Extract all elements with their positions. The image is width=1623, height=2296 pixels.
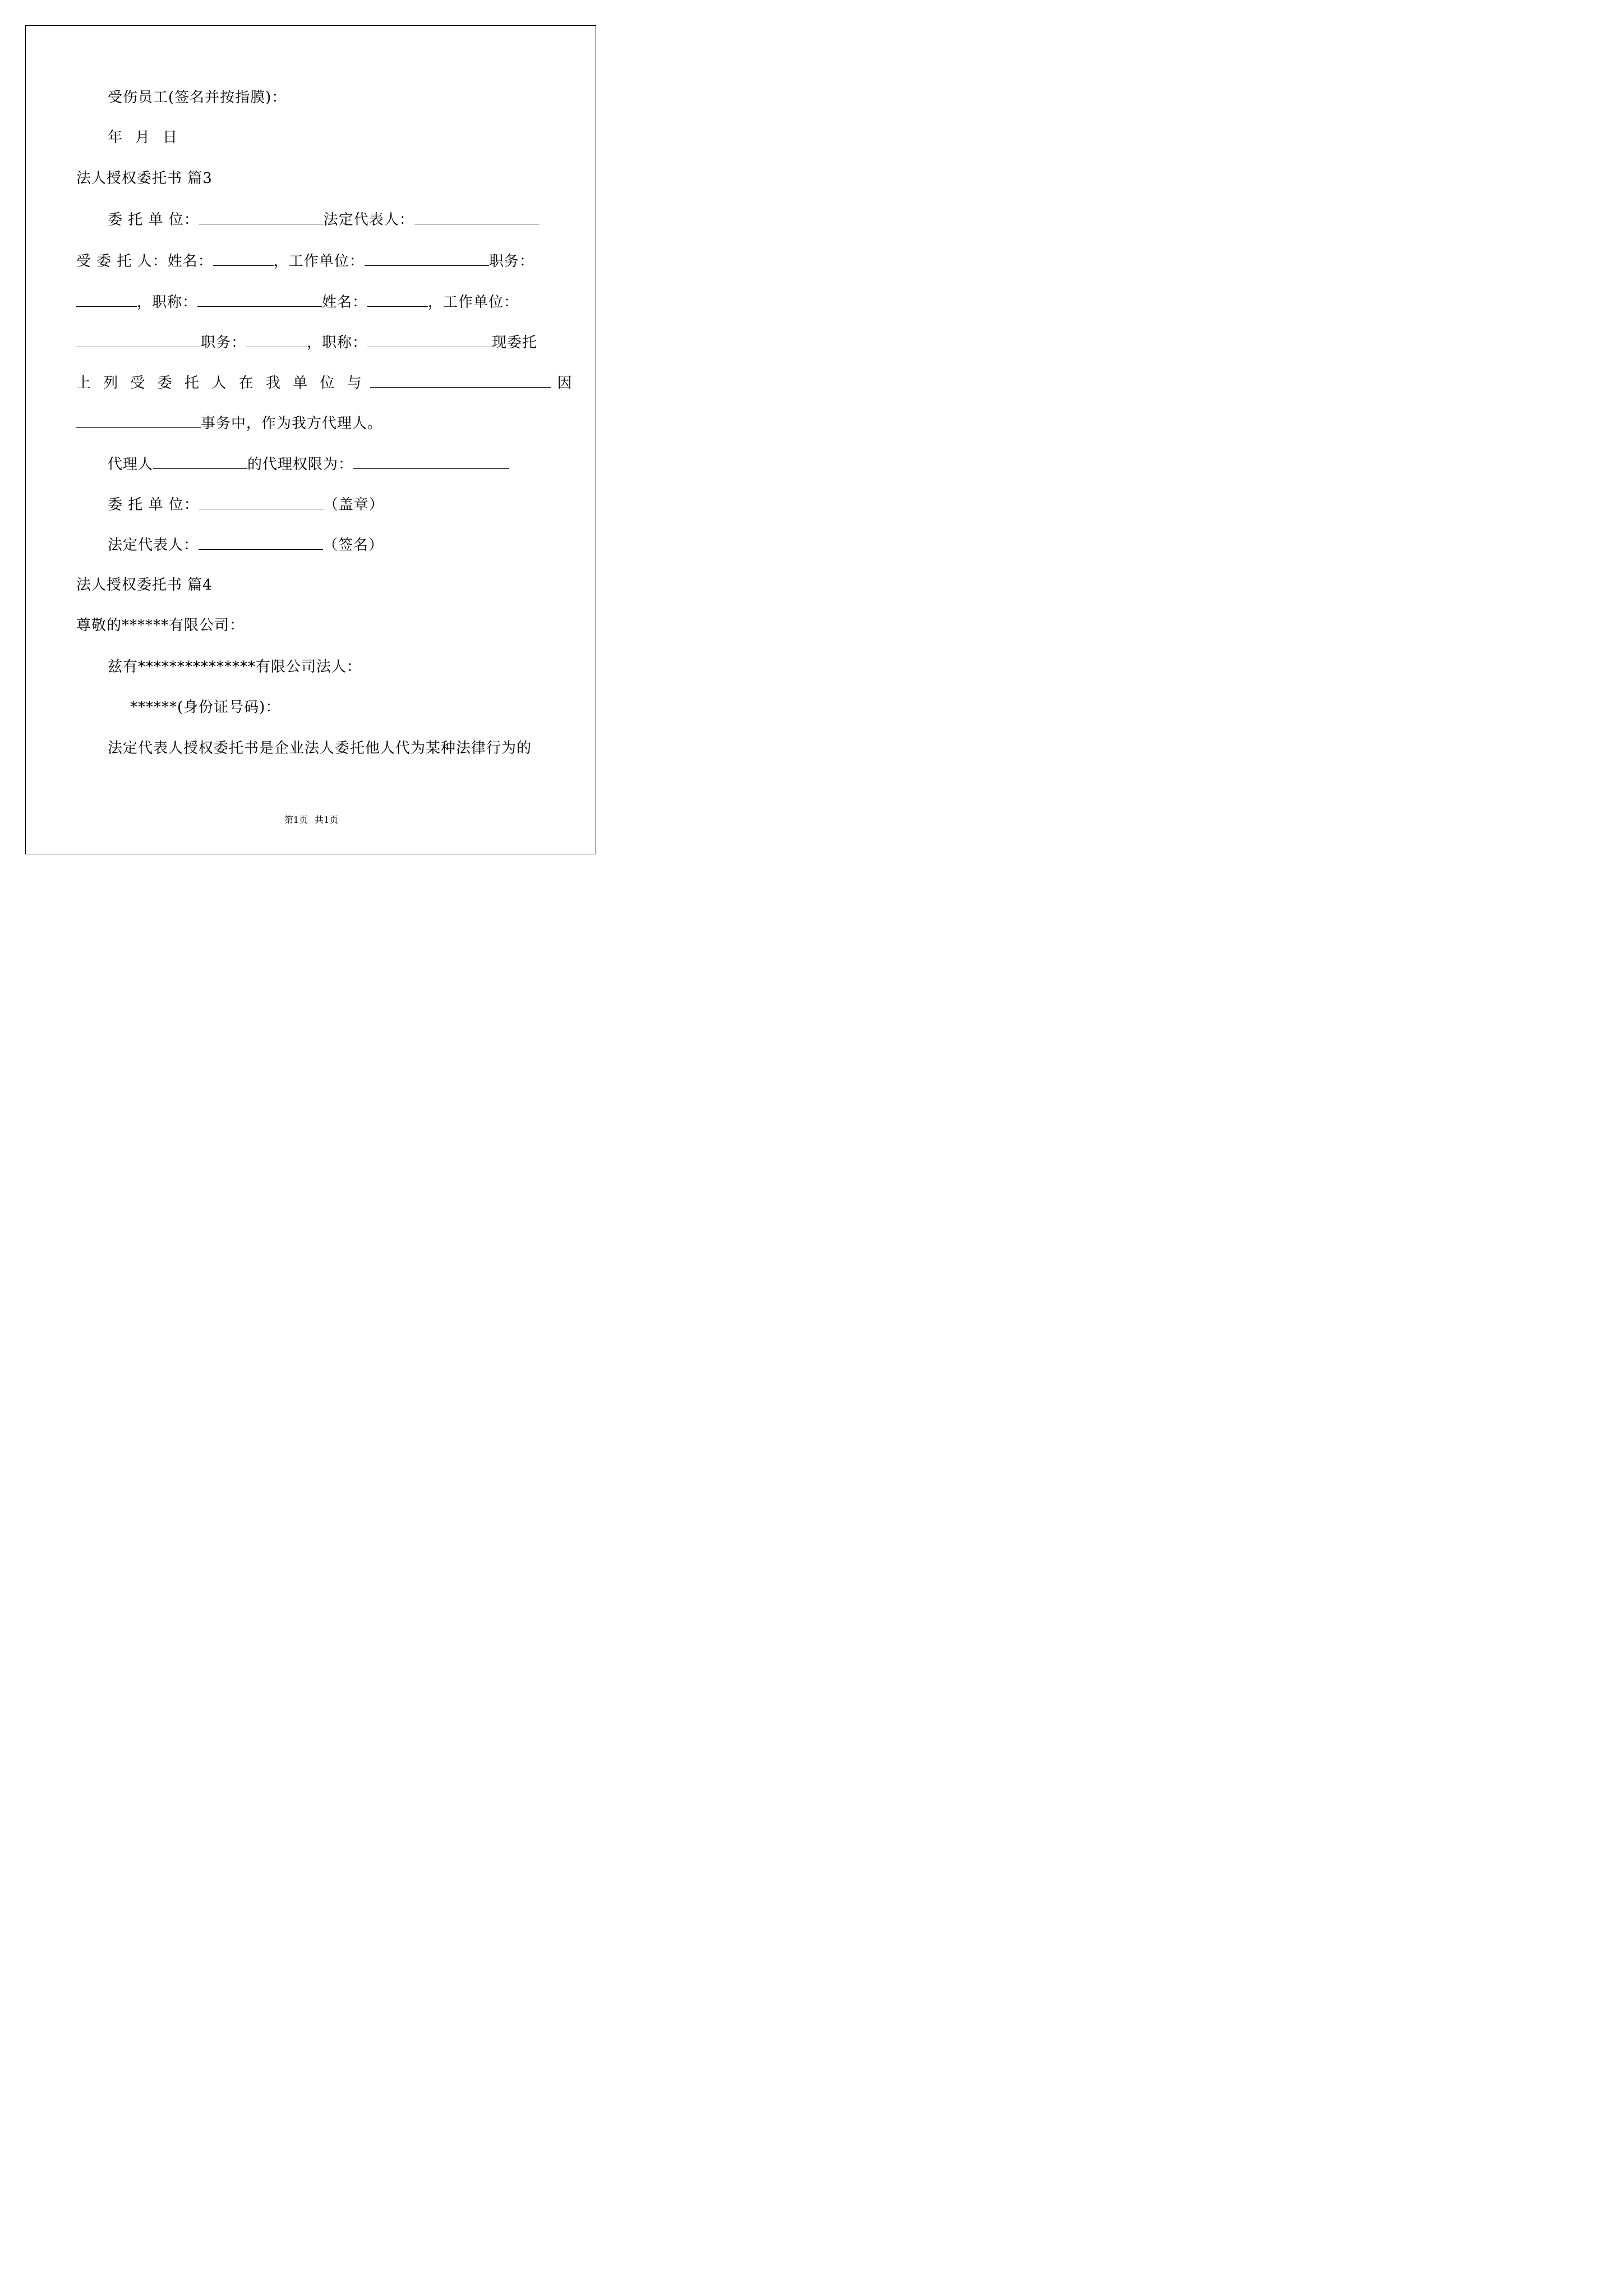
salutation-text: 尊敬的******有限公司： — [76, 617, 245, 634]
injured-employee-signature-line — [108, 89, 287, 107]
second-trustee-workplace-label: ，工作单位： — [428, 294, 519, 311]
date-year-label: 年 — [108, 129, 123, 146]
seal-label: （盖章） — [323, 496, 384, 513]
sign-representative-blank[interactable] — [199, 536, 323, 550]
trustee-workplace-blank[interactable] — [365, 252, 489, 266]
legal-representative-sign-line — [108, 536, 384, 554]
legal-representative-label: 法定代表人： — [323, 211, 414, 228]
page-total: 共1页 — [315, 815, 339, 825]
agent-label: 代理人 — [108, 456, 154, 473]
signature-label: （签名） — [323, 537, 384, 554]
section-heading-3 — [76, 169, 213, 187]
seal-unit-blank[interactable] — [199, 495, 324, 509]
trustee-position-blank[interactable] — [76, 293, 137, 307]
definition-line — [108, 739, 532, 757]
authority-blank[interactable] — [353, 455, 509, 469]
page-number: 第1页 — [284, 815, 308, 825]
page-border — [25, 25, 596, 854]
definition-text: 法定代表人授权委托书是企业法人委托他人代为某种法律行为的 — [108, 740, 532, 757]
entrusting-unit-line — [108, 210, 539, 229]
second-trustee-position-blank[interactable] — [246, 333, 307, 347]
section-heading-4 — [76, 576, 213, 594]
agent-authority-line — [108, 455, 509, 473]
trustee-title-line — [76, 293, 519, 311]
sign-representative-label: 法定代表人： — [108, 537, 199, 554]
trustee-line — [76, 252, 534, 270]
id-number-line — [130, 698, 280, 716]
date-line — [108, 128, 178, 146]
trustee-title-label: ，职称： — [137, 294, 198, 311]
second-trustee-line — [76, 333, 537, 352]
second-trustee-title-blank[interactable] — [367, 333, 492, 347]
entrusting-unit-blank[interactable] — [199, 210, 324, 224]
entrust-statement-text: 上 列 受 委 托 人 在 我 单 位 与 — [76, 375, 366, 392]
company-legal-person-line — [108, 658, 362, 676]
date-day-label: 日 — [163, 129, 178, 146]
second-trustee-workplace-blank[interactable] — [76, 333, 201, 347]
second-trustee-position-label: 职务： — [201, 334, 247, 351]
seal-unit-label: 委 托 单 位： — [108, 496, 199, 513]
section-heading-4-text: 法人授权委托书 篇4 — [76, 577, 213, 593]
trustee-position-label: 职务： — [488, 253, 534, 270]
entrusting-unit-label: 委 托 单 位： — [108, 211, 199, 228]
entrusting-unit-seal-line — [108, 495, 384, 514]
cause-label: 因 — [557, 375, 576, 392]
second-trustee-title-label: ，职称： — [307, 334, 368, 351]
second-trustee-name-blank[interactable] — [367, 293, 428, 307]
matter-blank[interactable] — [76, 414, 201, 428]
second-trustee-name-label: 姓名： — [322, 294, 368, 311]
company-legal-person-text: 兹有***************有限公司法人： — [108, 659, 362, 675]
page-footer — [0, 815, 623, 826]
matter-line — [76, 414, 382, 432]
injured-employee-label: 受伤员工(签名并按指膜)： — [108, 89, 287, 106]
trustee-title-blank[interactable] — [197, 293, 322, 307]
id-number-text: ******(身份证号码)： — [130, 699, 281, 716]
agent-name-blank[interactable] — [153, 455, 247, 469]
matter-text: 事务中，作为我方代理人。 — [201, 415, 383, 432]
trustee-name-label: 受 委 托 人：姓名： — [76, 253, 213, 270]
entrust-statement-line — [76, 374, 576, 392]
authority-label: 的代理权限为： — [247, 456, 354, 473]
legal-representative-blank[interactable] — [414, 210, 539, 224]
counterparty-blank[interactable] — [370, 374, 551, 388]
salutation-line — [76, 616, 245, 634]
trustee-workplace-label: ，工作单位： — [273, 253, 365, 270]
trustee-name-blank[interactable] — [213, 252, 274, 266]
section-heading-3-text: 法人授权委托书 篇3 — [76, 170, 213, 187]
entrust-text: 现委托 — [492, 334, 538, 351]
date-month-label: 月 — [135, 129, 151, 146]
